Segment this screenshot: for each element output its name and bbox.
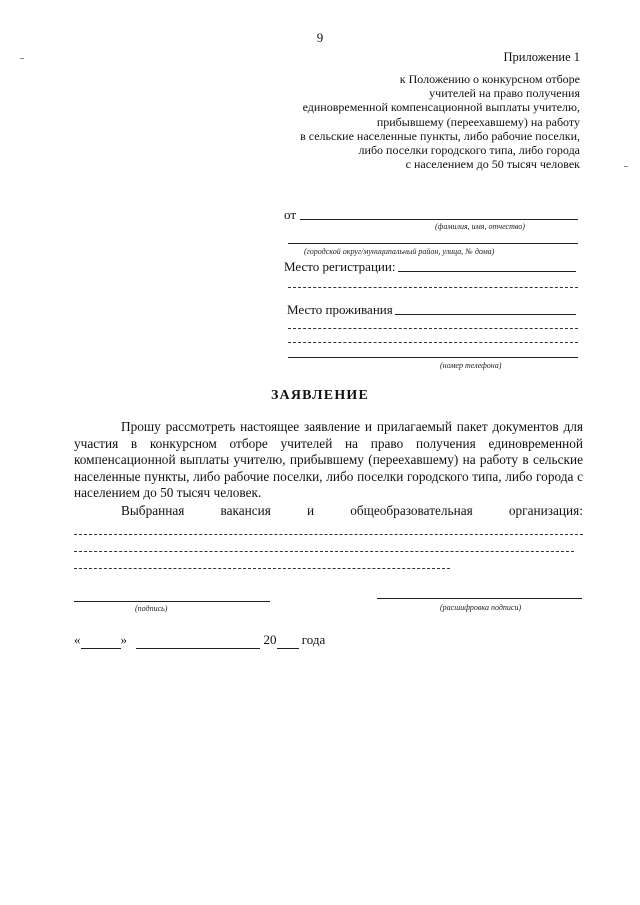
- residence-line[interactable]: [395, 314, 576, 315]
- date-year-word: года: [301, 632, 326, 647]
- vacancy-answer-line[interactable]: [74, 551, 574, 552]
- phone-hint: (номер телефона): [440, 361, 502, 370]
- date-day-field[interactable]: [81, 632, 121, 649]
- appendix-line: с населением до 50 тысяч человек: [405, 157, 580, 172]
- signature-decode-line[interactable]: [377, 598, 582, 599]
- fio-line[interactable]: [300, 219, 578, 220]
- appendix-line: в сельские населенные пункты, либо рабочие поселки,: [300, 128, 580, 143]
- vacancy-answer-line[interactable]: [74, 568, 450, 569]
- residence-line-3[interactable]: [288, 342, 578, 343]
- appendix-line: учителей на право получения: [429, 86, 580, 101]
- address-line[interactable]: [288, 243, 578, 244]
- signature-hint: (подпись): [135, 604, 168, 613]
- vacancy-word: и: [306, 503, 315, 518]
- registration-line-2[interactable]: [288, 287, 578, 288]
- body-paragraph: Прошу рассмотреть настоящее заявление и прилагаемый пакет документов для участия в конкурсном отборе учителей на право получения единовременной компенсационной выплаты учителю, прибывшему (переехавшему) на работу в сельские населенные пункты, либо рабочие поселки, либо поселки городского типа, либо города с населением до 50 тысяч человек.: [74, 419, 583, 500]
- registration-line[interactable]: [398, 271, 576, 272]
- document-title: ЗАЯВЛЕНИЕ: [270, 388, 370, 403]
- scan-mark: [20, 58, 24, 59]
- appendix-line: единовременной компенсационной выплаты учителю,: [302, 100, 580, 115]
- appendix-label: Приложение 1: [503, 50, 580, 64]
- vacancy-word: общеобразовательная: [350, 503, 473, 518]
- residence-label: Место проживания: [287, 302, 393, 317]
- date-open-quote: «: [74, 632, 81, 647]
- residence-line-2[interactable]: [288, 328, 578, 329]
- appendix-line: прибывшему (переехавшему) на работу: [376, 114, 580, 129]
- date-line: [74, 632, 325, 649]
- vacancy-line: [74, 503, 583, 519]
- date-century: 20: [263, 632, 277, 647]
- vacancy-word: организация:: [508, 503, 583, 518]
- vacancy-word: Выбранная: [121, 503, 185, 518]
- fio-hint: (фамилия, имя, отчество): [435, 222, 525, 231]
- phone-line[interactable]: [288, 357, 578, 358]
- signature-decode-hint: (расшифровка подписи): [440, 603, 522, 612]
- page-number: 9: [316, 30, 324, 45]
- vacancy-word: вакансия: [220, 503, 271, 518]
- registration-label: Место регистрации:: [284, 259, 396, 274]
- date-close-quote: »: [120, 632, 127, 647]
- address-hint: (городской округ/муниципальный район, улица, № дома): [304, 247, 495, 256]
- signature-line[interactable]: [74, 601, 270, 602]
- scan-mark: [624, 166, 628, 167]
- appendix-line: к Положению о конкурсном отборе: [399, 72, 580, 86]
- date-month-field[interactable]: [136, 632, 260, 649]
- vacancy-answer-line[interactable]: [74, 534, 583, 535]
- appendix-line: либо поселки городского типа, либо города: [358, 143, 580, 158]
- date-year-field[interactable]: [277, 632, 299, 649]
- appendix-subtitle: [220, 72, 580, 171]
- from-label: от: [284, 207, 297, 222]
